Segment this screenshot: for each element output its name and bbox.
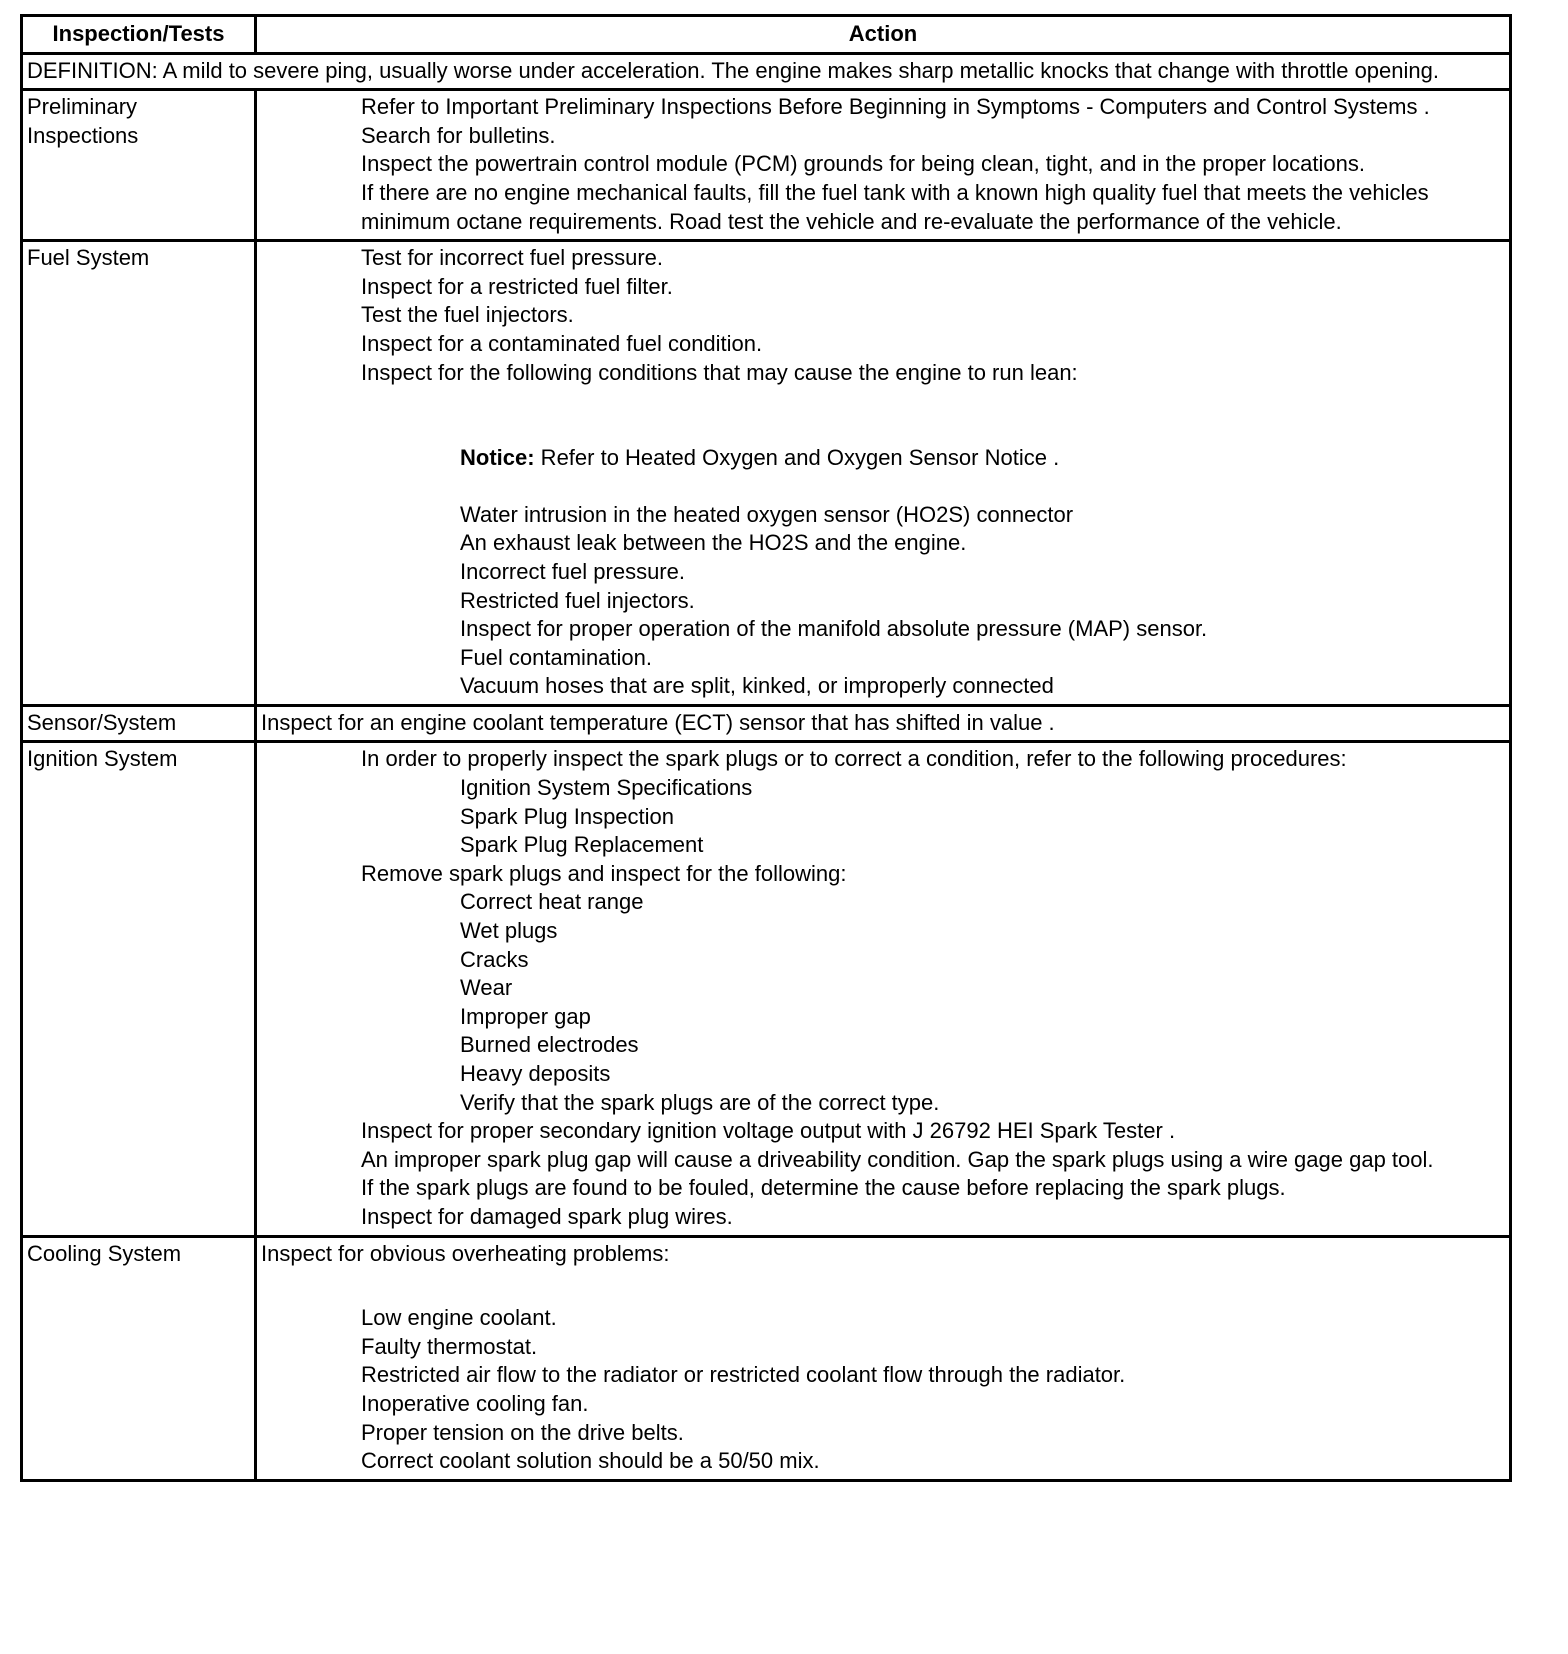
ignition-remove-text: Remove spark plugs and inspect for the following: bbox=[361, 860, 847, 886]
ignition-procedure: Spark Plug Replacement bbox=[460, 832, 704, 858]
ignition-procedure: Ignition System Specifications bbox=[460, 775, 753, 801]
fuel-line: Inspect for a restricted fuel filter. bbox=[361, 273, 673, 299]
action-cooling-system bbox=[256, 1236, 1511, 1480]
header-inspection-tests: Inspection/Tests bbox=[22, 16, 256, 54]
action-preliminary bbox=[256, 90, 1511, 241]
ignition-procedure: Spark Plug Inspection bbox=[460, 803, 675, 829]
preliminary-line: Inspect the powertrain control module (PCM) grounds for being clean, tight, and in the proper locations. bbox=[361, 151, 1365, 177]
row-preliminary bbox=[22, 90, 1511, 241]
cooling-item: Correct coolant solution should be a 50/50 mix. bbox=[361, 1448, 820, 1474]
label-sensor-system: Sensor/System bbox=[22, 705, 256, 742]
cooling-item: Low engine coolant. bbox=[361, 1305, 557, 1331]
definition-text: DEFINITION: A mild to severe ping, usually worse under acceleration. The engine makes sharp metallic knocks that change with throttle opening. bbox=[22, 53, 1511, 90]
fuel-sub-line: Water intrusion in the heated oxygen sensor (HO2S) connector bbox=[460, 501, 1074, 527]
ignition-check: Cracks bbox=[460, 946, 529, 972]
ignition-after-line: Inspect for damaged spark plug wires. bbox=[361, 1203, 733, 1229]
ignition-after-line: Inspect for proper secondary ignition voltage output with J 26792 HEI Spark Tester . bbox=[361, 1118, 1176, 1144]
ignition-check: Wear bbox=[460, 975, 513, 1001]
cooling-item: Restricted air flow to the radiator or restricted coolant flow through the radiator. bbox=[361, 1362, 1126, 1388]
action-sensor-system: Inspect for an engine coolant temperature (ECT) sensor that has shifted in value . bbox=[256, 705, 1511, 742]
notice-text: Refer to Heated Oxygen and Oxygen Sensor Notice . bbox=[534, 445, 1060, 471]
ignition-check: Correct heat range bbox=[460, 889, 644, 915]
ignition-check: Verify that the spark plugs are of the correct type. bbox=[460, 1089, 940, 1115]
ignition-check: Burned electrodes bbox=[460, 1032, 639, 1058]
fuel-sub-line: Vacuum hoses that are split, kinked, or improperly connected bbox=[460, 673, 1054, 699]
fuel-sub-line: Inspect for proper operation of the manifold absolute pressure (MAP) sensor. bbox=[460, 616, 1208, 642]
definition-row bbox=[22, 53, 1511, 90]
notice-label: Notice: bbox=[460, 445, 535, 471]
ignition-after-line: An improper spark plug gap will cause a driveability condition. Gap the spark plugs using a wire gage gap tool. bbox=[361, 1146, 1434, 1172]
label-preliminary: Preliminary Inspections bbox=[22, 90, 256, 241]
fuel-sub-line: Fuel contamination. bbox=[460, 644, 652, 670]
row-ignition-system bbox=[22, 742, 1511, 1236]
ignition-check: Wet plugs bbox=[460, 918, 558, 944]
header-action: Action bbox=[256, 16, 1511, 54]
cooling-intro: Inspect for obvious overheating problems: bbox=[261, 1240, 670, 1266]
ignition-intro: In order to properly inspect the spark plugs or to correct a condition, refer to the following procedures: bbox=[361, 746, 1347, 772]
fuel-line: Inspect for the following conditions that may cause the engine to run lean: bbox=[361, 359, 1078, 385]
notice-line bbox=[261, 444, 1505, 473]
row-fuel-system bbox=[22, 241, 1511, 706]
action-fuel-system bbox=[256, 241, 1511, 706]
fuel-sub-line: Restricted fuel injectors. bbox=[460, 587, 695, 613]
ignition-check: Heavy deposits bbox=[460, 1061, 611, 1086]
row-cooling-system bbox=[22, 1236, 1511, 1480]
fuel-sub-line: An exhaust leak between the HO2S and the engine. bbox=[460, 530, 967, 556]
action-ignition-system bbox=[256, 742, 1511, 1236]
label-cooling-system: Cooling System bbox=[22, 1236, 256, 1480]
cooling-item: Inoperative cooling fan. bbox=[361, 1390, 589, 1416]
ignition-after-line: If the spark plugs are found to be fouled, determine the cause before replacing the spark plugs. bbox=[361, 1175, 1286, 1201]
fuel-sub-line: Incorrect fuel pressure. bbox=[460, 558, 685, 584]
header-row bbox=[22, 16, 1511, 54]
fuel-line: Test for incorrect fuel pressure. bbox=[361, 245, 664, 271]
preliminary-line: If there are no engine mechanical faults, fill the fuel tank with a known high quality fuel that meets the vehicles minimum octane requirements. Road test the vehicle and re-evaluate the performance of the vehicle. bbox=[361, 179, 1429, 234]
diagnostic-table bbox=[20, 14, 1512, 1482]
fuel-line: Test the fuel injectors. bbox=[361, 302, 574, 328]
label-ignition-system: Ignition System bbox=[22, 742, 256, 1236]
cooling-item: Proper tension on the drive belts. bbox=[361, 1419, 684, 1445]
cooling-item: Faulty thermostat. bbox=[361, 1333, 538, 1359]
preliminary-line: Refer to Important Preliminary Inspections Before Beginning in Symptoms - Computers and Control Systems . bbox=[361, 94, 1430, 120]
label-fuel-system: Fuel System bbox=[22, 241, 256, 706]
preliminary-line: Search for bulletins. bbox=[361, 122, 556, 148]
ignition-check: Improper gap bbox=[460, 1003, 591, 1029]
row-sensor-system bbox=[22, 705, 1511, 742]
fuel-line: Inspect for a contaminated fuel condition. bbox=[361, 330, 763, 356]
